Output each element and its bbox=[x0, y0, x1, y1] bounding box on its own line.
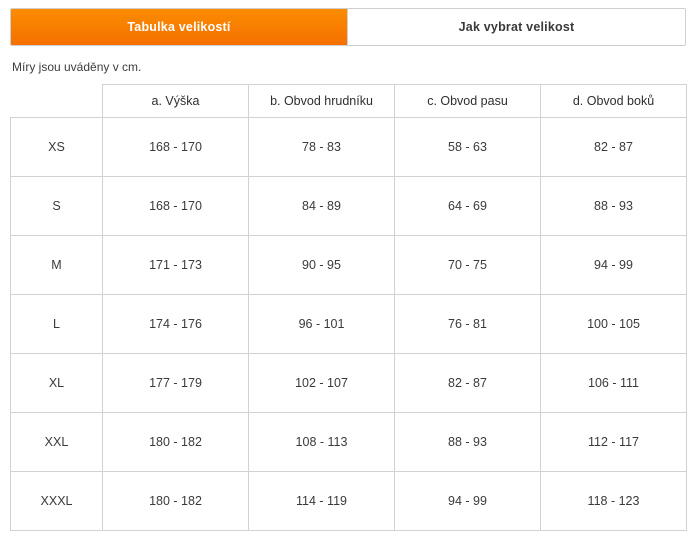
table-row bbox=[11, 118, 687, 177]
tab-how-to-choose-size[interactable] bbox=[348, 9, 685, 45]
table-row bbox=[11, 472, 687, 531]
cell-hips: 88 - 93 bbox=[541, 177, 687, 236]
column-header-height: a. Výška bbox=[103, 85, 249, 118]
cell-chest: 114 - 119 bbox=[249, 472, 395, 531]
cell-chest: 84 - 89 bbox=[249, 177, 395, 236]
row-size-label: XXXL bbox=[11, 472, 103, 531]
cell-hips: 106 - 111 bbox=[541, 354, 687, 413]
cell-chest: 90 - 95 bbox=[249, 236, 395, 295]
row-size-label: XL bbox=[11, 354, 103, 413]
cell-waist: 70 - 75 bbox=[395, 236, 541, 295]
cell-hips: 112 - 117 bbox=[541, 413, 687, 472]
cell-waist: 82 - 87 bbox=[395, 354, 541, 413]
cell-height: 177 - 179 bbox=[103, 354, 249, 413]
tab-bar bbox=[10, 8, 686, 46]
cell-waist: 58 - 63 bbox=[395, 118, 541, 177]
cell-waist: 94 - 99 bbox=[395, 472, 541, 531]
cell-chest: 108 - 113 bbox=[249, 413, 395, 472]
cell-chest: 78 - 83 bbox=[249, 118, 395, 177]
table-row bbox=[11, 236, 687, 295]
tab-how-to-choose-size-label: Jak vybrat velikost bbox=[458, 20, 575, 34]
cell-height: 174 - 176 bbox=[103, 295, 249, 354]
row-size-label: M bbox=[11, 236, 103, 295]
cell-chest: 96 - 101 bbox=[249, 295, 395, 354]
cell-waist: 64 - 69 bbox=[395, 177, 541, 236]
size-measurements-table bbox=[10, 84, 687, 531]
tab-size-table[interactable] bbox=[11, 9, 348, 45]
cell-waist: 88 - 93 bbox=[395, 413, 541, 472]
cell-chest: 102 - 107 bbox=[249, 354, 395, 413]
cell-height: 180 - 182 bbox=[103, 472, 249, 531]
table-body bbox=[11, 118, 687, 531]
table-row bbox=[11, 295, 687, 354]
tab-size-table-label: Tabulka velikostí bbox=[127, 20, 231, 34]
cell-height: 168 - 170 bbox=[103, 118, 249, 177]
column-header-hips: d. Obvod boků bbox=[541, 85, 687, 118]
row-size-label: S bbox=[11, 177, 103, 236]
row-size-label: L bbox=[11, 295, 103, 354]
cell-hips: 118 - 123 bbox=[541, 472, 687, 531]
column-header-waist: c. Obvod pasu bbox=[395, 85, 541, 118]
row-size-label: XXL bbox=[11, 413, 103, 472]
cell-height: 168 - 170 bbox=[103, 177, 249, 236]
cell-height: 171 - 173 bbox=[103, 236, 249, 295]
cell-hips: 100 - 105 bbox=[541, 295, 687, 354]
column-header-chest: b. Obvod hrudníku bbox=[249, 85, 395, 118]
table-corner-cell bbox=[11, 85, 103, 118]
table-row bbox=[11, 413, 687, 472]
table-header bbox=[11, 85, 687, 118]
row-size-label: XS bbox=[11, 118, 103, 177]
table-row bbox=[11, 177, 687, 236]
cell-height: 180 - 182 bbox=[103, 413, 249, 472]
cell-hips: 94 - 99 bbox=[541, 236, 687, 295]
table-row bbox=[11, 354, 687, 413]
units-note: Míry jsou uváděny v cm. bbox=[12, 60, 142, 74]
table-header-row bbox=[11, 85, 687, 118]
cell-hips: 82 - 87 bbox=[541, 118, 687, 177]
cell-waist: 76 - 81 bbox=[395, 295, 541, 354]
